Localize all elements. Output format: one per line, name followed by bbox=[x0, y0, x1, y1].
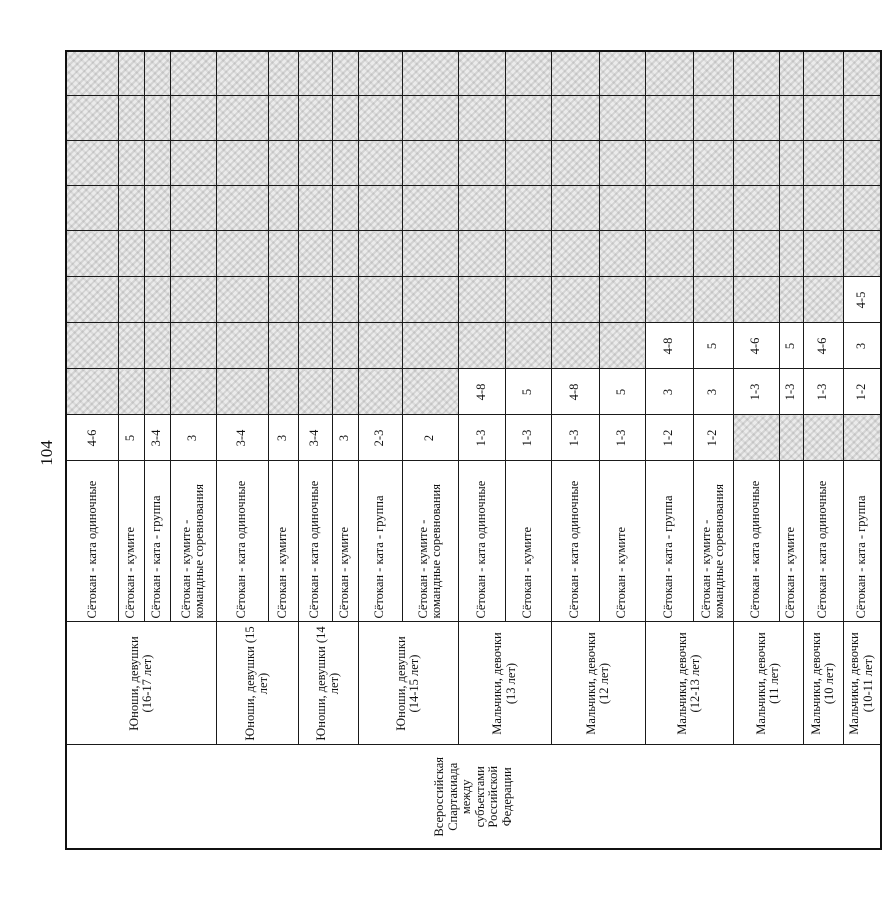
place-cell: 2 bbox=[402, 415, 458, 461]
shaded-cell bbox=[803, 231, 843, 277]
shaded-cell bbox=[733, 415, 779, 461]
shaded-cell bbox=[458, 186, 505, 231]
age-group-cell: Юноши, девушки (16-17 лет) bbox=[66, 622, 216, 745]
shaded-cell bbox=[216, 323, 268, 369]
shaded-cell bbox=[216, 186, 268, 231]
discipline-cell: Сётокан - кумите - командные соревнования bbox=[693, 461, 733, 622]
shaded-cell bbox=[402, 96, 458, 141]
shaded-cell bbox=[268, 323, 298, 369]
shaded-cell bbox=[693, 277, 733, 323]
shaded-cell bbox=[779, 231, 803, 277]
discipline-cell: Сётокан - ката - группа bbox=[144, 461, 170, 622]
shaded-cell bbox=[358, 277, 402, 323]
place-cell: 3-4 bbox=[216, 415, 268, 461]
discipline-cell: Сётокан - ката - группа bbox=[645, 461, 693, 622]
age-group-cell: Юноши, девушки (14-15 лет) bbox=[358, 622, 458, 745]
shaded-cell bbox=[298, 96, 332, 141]
shaded-cell bbox=[551, 96, 599, 141]
shaded-cell bbox=[118, 186, 144, 231]
shaded-cell bbox=[118, 277, 144, 323]
shaded-cell bbox=[298, 323, 332, 369]
discipline-cell: Сётокан - ката одиночные bbox=[66, 461, 118, 622]
age-group-cell: Мальчики, девочки (10-11 лет) bbox=[843, 622, 881, 745]
shaded-cell bbox=[645, 141, 693, 186]
shaded-cell bbox=[599, 51, 645, 96]
shaded-cell bbox=[66, 277, 118, 323]
place-cell: 4-8 bbox=[645, 323, 693, 369]
shaded-cell bbox=[693, 96, 733, 141]
shaded-cell bbox=[170, 323, 216, 369]
place-cell: 3 bbox=[332, 415, 358, 461]
place-cell: 3 bbox=[268, 415, 298, 461]
shaded-cell bbox=[332, 51, 358, 96]
shaded-cell bbox=[779, 96, 803, 141]
shaded-cell bbox=[268, 369, 298, 415]
shaded-cell bbox=[693, 186, 733, 231]
page-number: 104 bbox=[37, 440, 56, 466]
shaded-cell bbox=[803, 96, 843, 141]
shaded-cell bbox=[358, 323, 402, 369]
place-cell: 4-6 bbox=[733, 323, 779, 369]
shaded-cell bbox=[170, 186, 216, 231]
shaded-cell bbox=[216, 51, 268, 96]
shaded-cell bbox=[551, 231, 599, 277]
discipline-cell: Сётокан - ката одиночные bbox=[733, 461, 779, 622]
ranking-table bbox=[65, 50, 882, 850]
shaded-cell bbox=[599, 231, 645, 277]
shaded-cell bbox=[144, 323, 170, 369]
shaded-cell bbox=[216, 141, 268, 186]
place-cell: 5 bbox=[693, 323, 733, 369]
shaded-cell bbox=[779, 186, 803, 231]
discipline-cell: Сётокан - кумите bbox=[599, 461, 645, 622]
shaded-cell bbox=[779, 415, 803, 461]
table-row bbox=[803, 51, 843, 849]
shaded-cell bbox=[599, 277, 645, 323]
shaded-cell bbox=[779, 141, 803, 186]
shaded-cell bbox=[268, 96, 298, 141]
shaded-cell bbox=[779, 51, 803, 96]
shaded-cell bbox=[733, 96, 779, 141]
discipline-cell: Сётокан - кумите bbox=[332, 461, 358, 622]
shaded-cell bbox=[144, 369, 170, 415]
age-group-cell: Мальчики, девочки (10 лет) bbox=[803, 622, 843, 745]
shaded-cell bbox=[332, 323, 358, 369]
shaded-cell bbox=[803, 415, 843, 461]
shaded-cell bbox=[298, 186, 332, 231]
table-row bbox=[458, 51, 505, 849]
shaded-cell bbox=[268, 277, 298, 323]
shaded-cell bbox=[733, 51, 779, 96]
place-cell: 4-6 bbox=[803, 323, 843, 369]
shaded-cell bbox=[332, 231, 358, 277]
shaded-cell bbox=[268, 186, 298, 231]
discipline-cell: Сётокан - кумите bbox=[268, 461, 298, 622]
age-group-cell: Юноши, девушки (15 лет) bbox=[216, 622, 298, 745]
shaded-cell bbox=[298, 51, 332, 96]
shaded-cell bbox=[332, 186, 358, 231]
shaded-cell bbox=[803, 141, 843, 186]
place-cell: 3 bbox=[693, 369, 733, 415]
discipline-cell: Сётокан - ката одиночные bbox=[458, 461, 505, 622]
shaded-cell bbox=[332, 141, 358, 186]
shaded-cell bbox=[693, 141, 733, 186]
shaded-cell bbox=[803, 186, 843, 231]
shaded-cell bbox=[645, 186, 693, 231]
shaded-cell bbox=[599, 141, 645, 186]
place-cell: 1-2 bbox=[645, 415, 693, 461]
shaded-cell bbox=[216, 96, 268, 141]
shaded-cell bbox=[551, 51, 599, 96]
shaded-cell bbox=[118, 369, 144, 415]
shaded-cell bbox=[402, 51, 458, 96]
shaded-cell bbox=[170, 231, 216, 277]
place-cell: 3 bbox=[170, 415, 216, 461]
shaded-cell bbox=[332, 369, 358, 415]
shaded-cell bbox=[645, 277, 693, 323]
place-cell: 5 bbox=[599, 369, 645, 415]
shaded-cell bbox=[332, 277, 358, 323]
discipline-cell: Сётокан - ката одиночные bbox=[216, 461, 268, 622]
discipline-cell: Сётокан - ката одиночные bbox=[551, 461, 599, 622]
table-row bbox=[216, 51, 268, 849]
age-group-cell: Юноши, девушки (14 лет) bbox=[298, 622, 358, 745]
shaded-cell bbox=[170, 369, 216, 415]
shaded-cell bbox=[66, 141, 118, 186]
shaded-cell bbox=[402, 369, 458, 415]
shaded-cell bbox=[551, 277, 599, 323]
shaded-cell bbox=[645, 96, 693, 141]
shaded-cell bbox=[216, 277, 268, 323]
shaded-cell bbox=[144, 96, 170, 141]
shaded-cell bbox=[402, 231, 458, 277]
shaded-cell bbox=[505, 186, 551, 231]
shaded-cell bbox=[358, 96, 402, 141]
discipline-cell: Сётокан - ката - группа bbox=[358, 461, 402, 622]
shaded-cell bbox=[458, 231, 505, 277]
place-cell: 3 bbox=[843, 323, 881, 369]
shaded-cell bbox=[358, 51, 402, 96]
shaded-cell bbox=[144, 277, 170, 323]
shaded-cell bbox=[551, 186, 599, 231]
age-group-cell: Мальчики, девочки (12 лет) bbox=[551, 622, 645, 745]
table-row bbox=[843, 51, 881, 849]
shaded-cell bbox=[118, 141, 144, 186]
shaded-cell bbox=[298, 141, 332, 186]
shaded-cell bbox=[402, 323, 458, 369]
shaded-cell bbox=[170, 96, 216, 141]
place-cell: 1-3 bbox=[779, 369, 803, 415]
shaded-cell bbox=[843, 141, 881, 186]
place-cell: 3-4 bbox=[144, 415, 170, 461]
shaded-cell bbox=[216, 369, 268, 415]
place-cell: 1-3 bbox=[505, 415, 551, 461]
place-cell: 1-3 bbox=[458, 415, 505, 461]
shaded-cell bbox=[505, 141, 551, 186]
place-cell: 1-3 bbox=[599, 415, 645, 461]
shaded-cell bbox=[458, 51, 505, 96]
shaded-cell bbox=[118, 323, 144, 369]
shaded-cell bbox=[358, 186, 402, 231]
shaded-cell bbox=[332, 96, 358, 141]
shaded-cell bbox=[505, 277, 551, 323]
place-cell: 4-6 bbox=[66, 415, 118, 461]
table-row bbox=[66, 51, 118, 849]
shaded-cell bbox=[843, 96, 881, 141]
shaded-cell bbox=[118, 96, 144, 141]
shaded-cell bbox=[843, 415, 881, 461]
shaded-cell bbox=[298, 231, 332, 277]
discipline-cell: Сётокан - кумите - командные соревнования bbox=[402, 461, 458, 622]
shaded-cell bbox=[458, 96, 505, 141]
shaded-cell bbox=[144, 51, 170, 96]
place-cell: 5 bbox=[505, 369, 551, 415]
shaded-cell bbox=[458, 277, 505, 323]
shaded-cell bbox=[505, 231, 551, 277]
shaded-cell bbox=[599, 186, 645, 231]
place-cell: 3 bbox=[645, 369, 693, 415]
shaded-cell bbox=[599, 96, 645, 141]
shaded-cell bbox=[358, 231, 402, 277]
discipline-cell: Сётокан - ката - группа bbox=[843, 461, 881, 622]
shaded-cell bbox=[118, 51, 144, 96]
discipline-cell: Сётокан - кумите - командные соревнования bbox=[170, 461, 216, 622]
place-cell: 4-8 bbox=[458, 369, 505, 415]
shaded-cell bbox=[170, 277, 216, 323]
shaded-cell bbox=[66, 323, 118, 369]
shaded-cell bbox=[843, 51, 881, 96]
table-row bbox=[645, 51, 693, 849]
shaded-cell bbox=[402, 277, 458, 323]
place-cell: 1-3 bbox=[803, 369, 843, 415]
shaded-cell bbox=[458, 141, 505, 186]
shaded-cell bbox=[645, 231, 693, 277]
shaded-cell bbox=[843, 186, 881, 231]
shaded-cell bbox=[66, 369, 118, 415]
discipline-cell: Сётокан - кумите bbox=[779, 461, 803, 622]
shaded-cell bbox=[733, 186, 779, 231]
shaded-cell bbox=[843, 231, 881, 277]
place-cell: 1-3 bbox=[551, 415, 599, 461]
shaded-cell bbox=[66, 186, 118, 231]
shaded-cell bbox=[268, 51, 298, 96]
shaded-cell bbox=[144, 231, 170, 277]
age-group-cell: Мальчики, девочки (11 лет) bbox=[733, 622, 803, 745]
discipline-cell: Сётокан - кумите bbox=[118, 461, 144, 622]
shaded-cell bbox=[733, 231, 779, 277]
shaded-cell bbox=[505, 96, 551, 141]
place-cell: 5 bbox=[118, 415, 144, 461]
shaded-cell bbox=[216, 231, 268, 277]
shaded-cell bbox=[733, 141, 779, 186]
shaded-cell bbox=[402, 186, 458, 231]
shaded-cell bbox=[170, 51, 216, 96]
shaded-cell bbox=[118, 231, 144, 277]
place-cell: 1-3 bbox=[733, 369, 779, 415]
discipline-cell: Сётокан - ката одиночные bbox=[298, 461, 332, 622]
table-container bbox=[65, 52, 875, 850]
shaded-cell bbox=[268, 141, 298, 186]
age-group-cell: Мальчики, девочки (12-13 лет) bbox=[645, 622, 733, 745]
table-row bbox=[733, 51, 779, 849]
table-body bbox=[66, 51, 881, 849]
shaded-cell bbox=[170, 141, 216, 186]
shaded-cell bbox=[551, 141, 599, 186]
shaded-cell bbox=[505, 323, 551, 369]
table-row bbox=[298, 51, 332, 849]
shaded-cell bbox=[298, 277, 332, 323]
shaded-cell bbox=[779, 277, 803, 323]
place-cell: 1-2 bbox=[693, 415, 733, 461]
place-cell: 5 bbox=[779, 323, 803, 369]
shaded-cell bbox=[505, 51, 551, 96]
shaded-cell bbox=[599, 323, 645, 369]
shaded-cell bbox=[402, 141, 458, 186]
age-group-cell: Мальчики, девочки (13 лет) bbox=[458, 622, 551, 745]
event-cell: Всероссийская Спартакиада между субъектами Российской Федерации bbox=[66, 745, 881, 849]
shaded-cell bbox=[66, 231, 118, 277]
table-row bbox=[551, 51, 599, 849]
shaded-cell bbox=[358, 141, 402, 186]
shaded-cell bbox=[298, 369, 332, 415]
shaded-cell bbox=[803, 51, 843, 96]
shaded-cell bbox=[358, 369, 402, 415]
shaded-cell bbox=[66, 51, 118, 96]
place-cell: 4-8 bbox=[551, 369, 599, 415]
table-row bbox=[358, 51, 402, 849]
shaded-cell bbox=[144, 141, 170, 186]
shaded-cell bbox=[693, 51, 733, 96]
discipline-cell: Сётокан - ката одиночные bbox=[803, 461, 843, 622]
shaded-cell bbox=[458, 323, 505, 369]
place-cell: 1-2 bbox=[843, 369, 881, 415]
shaded-cell bbox=[803, 277, 843, 323]
shaded-cell bbox=[733, 277, 779, 323]
shaded-cell bbox=[551, 323, 599, 369]
discipline-cell: Сётокан - кумите bbox=[505, 461, 551, 622]
shaded-cell bbox=[645, 51, 693, 96]
shaded-cell bbox=[268, 231, 298, 277]
place-cell: 4-5 bbox=[843, 277, 881, 323]
place-cell: 2-3 bbox=[358, 415, 402, 461]
place-cell: 3-4 bbox=[298, 415, 332, 461]
shaded-cell bbox=[144, 186, 170, 231]
shaded-cell bbox=[693, 231, 733, 277]
shaded-cell bbox=[66, 96, 118, 141]
